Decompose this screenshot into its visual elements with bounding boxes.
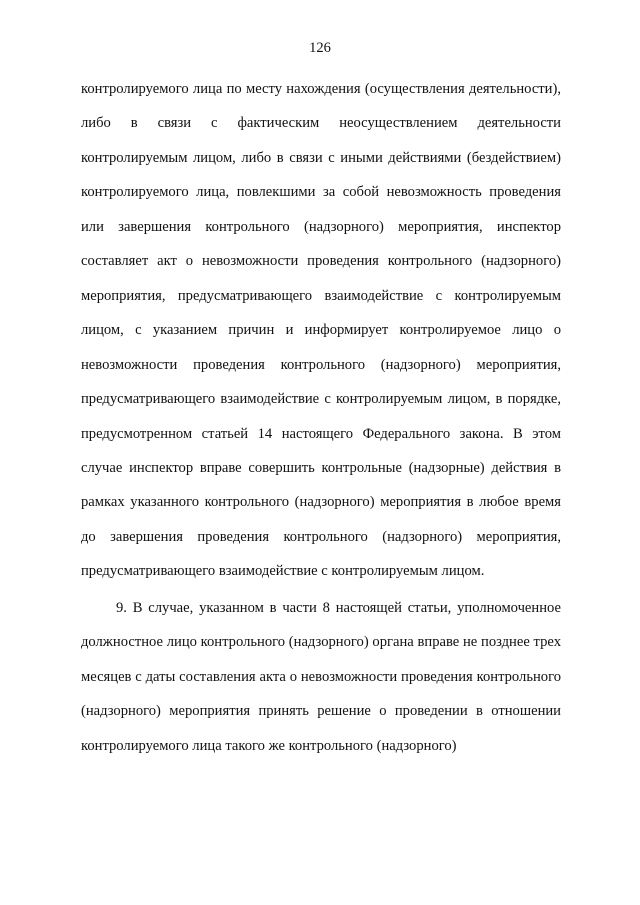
- paragraph-item-9: 9. В случае, указанном в части 8 настоящей статьи, уполномоченное должностное лицо контрольного (надзорного) органа вправе не позднее трех месяцев с даты составления акта о невозможности проведения контрольного (надзорного) мероприятия принять решение о проведении в отношении контролируемого лица такого же контрольного (надзорного): [81, 599, 561, 754]
- paragraph-continuation: контролируемого лица по месту нахождения (осуществления деятельности), либо в связи с фактическим неосуществлением деятельности контролируемым лицом, либо в связи с иными действиями (бездействием) контролируемого лица, повлекшими за собой невозможность проведения или завершения контрольного (надзорного) мероприятия, инспектор составляет акт о невозможности проведения контрольного (надзорного) мероприятия, предусматривающего взаимодействие с контролируемым лицом, с указанием причин и информирует контролируемое лицо о невозможности проведения контрольного (надзорного) мероприятия, предусматривающего взаимодействие с контролируемым лицом, в порядке, предусмотренном статьей 14 настоящего Федерального закона. В этом случае инспектор вправе совершить контрольные (надзорные) действия в рамках указанного контрольного (надзорного) мероприятия в любое время до завершения проведения контрольного (надзорного) мероприятия, предусматривающего взаимодействие с контролируемым лицом.: [81, 81, 561, 580]
- document-body: [81, 72, 561, 763]
- page-number: 126: [309, 40, 331, 56]
